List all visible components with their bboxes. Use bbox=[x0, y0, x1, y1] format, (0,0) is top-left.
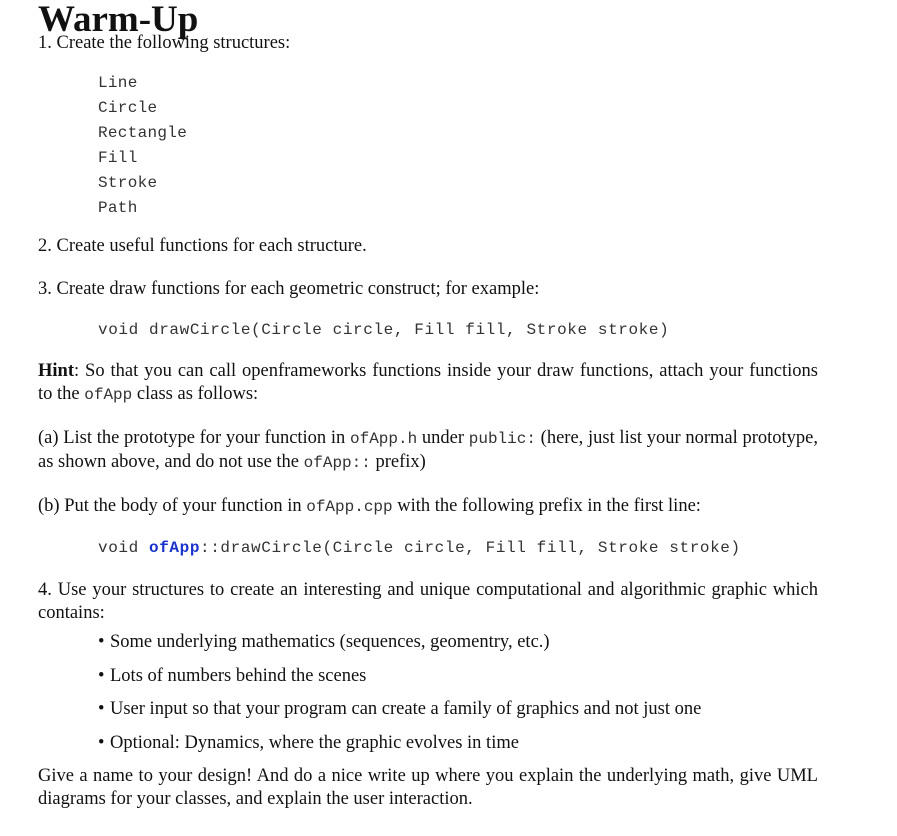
structure-item: Rectangle bbox=[98, 124, 188, 142]
bullet-icon: • bbox=[98, 732, 105, 753]
item-3-text: 3. Create draw functions for each geometric construct; for example: bbox=[38, 279, 540, 299]
bullet-item bbox=[98, 732, 818, 755]
item-2-text: 2. Create useful functions for each structure. bbox=[38, 236, 367, 256]
hint-text-after: class as follows: bbox=[132, 384, 259, 404]
part-b-code-1: ofApp.cpp bbox=[306, 498, 393, 516]
part-a-code-1: ofApp.h bbox=[349, 430, 418, 448]
draw-circle-code: void drawCircle(Circle circle, Fill fill, Stroke stroke) bbox=[98, 321, 670, 339]
structures-list bbox=[98, 71, 818, 221]
part-a-text-3: (here, just list your normal prototype, as shown above, and do not use the bbox=[38, 428, 819, 472]
of-app-code bbox=[98, 537, 818, 560]
structure-item: Fill bbox=[98, 149, 138, 167]
bullet-text: Some underlying mathematics (sequences, geomentry, etc.) bbox=[110, 632, 550, 652]
code-rest: ::drawCircle(Circle circle, Fill fill, Stroke stroke) bbox=[200, 539, 741, 557]
bullet-text: User input so that your program can create a family of graphics and not just one bbox=[110, 699, 702, 719]
bullet-list bbox=[98, 631, 818, 755]
structure-item: Line bbox=[98, 74, 138, 92]
hint-label: Hint bbox=[38, 361, 74, 381]
code-prefix: void bbox=[98, 539, 150, 557]
bullet-item bbox=[98, 665, 818, 688]
part-b-text-1: (b) Put the body of your function in bbox=[38, 496, 307, 516]
part-a-text-2: under bbox=[417, 428, 469, 448]
bullet-item bbox=[98, 631, 818, 654]
document-page bbox=[38, 0, 819, 811]
part-a-paragraph bbox=[38, 427, 818, 475]
part-a-text-1: (a) List the prototype for your function in bbox=[38, 428, 350, 448]
hint-text-before: : So that you can call openframeworks functions inside your draw functions, attach your functions to the bbox=[38, 361, 818, 404]
part-a-code-3: ofApp:: bbox=[303, 454, 371, 472]
bullet-icon: • bbox=[98, 632, 105, 652]
closing-paragraph: Give a name to your design! And do a nice write up where you explain the underlying math, give UML diagrams for your classes, and explain the user interaction. bbox=[38, 766, 818, 809]
bullet-item bbox=[98, 698, 818, 721]
code-keyword: ofApp bbox=[149, 539, 201, 557]
item-1-text: 1. Create the following structures: bbox=[38, 33, 291, 53]
page-title: Warm-Up bbox=[38, 0, 199, 40]
structure-item: Stroke bbox=[98, 174, 158, 192]
hint-paragraph bbox=[38, 360, 818, 407]
part-a-text-4: prefix) bbox=[370, 452, 426, 472]
hint-class-name: ofApp bbox=[84, 386, 133, 404]
item-4-text: 4. Use your structures to create an interesting and unique computational and algorithmic graphic which contains: bbox=[38, 580, 818, 623]
bullet-text: Optional: Dynamics, where the graphic evolves in time bbox=[110, 732, 519, 753]
part-b-text-2: with the following prefix in the first line: bbox=[392, 496, 701, 516]
bullet-text: Lots of numbers behind the scenes bbox=[110, 665, 367, 686]
bullet-icon: • bbox=[98, 699, 105, 719]
bullet-icon: • bbox=[98, 665, 105, 686]
structure-item: Path bbox=[98, 199, 138, 217]
part-a-code-2: public: bbox=[468, 430, 536, 448]
part-b-paragraph bbox=[38, 495, 818, 519]
structure-item: Circle bbox=[98, 99, 158, 117]
